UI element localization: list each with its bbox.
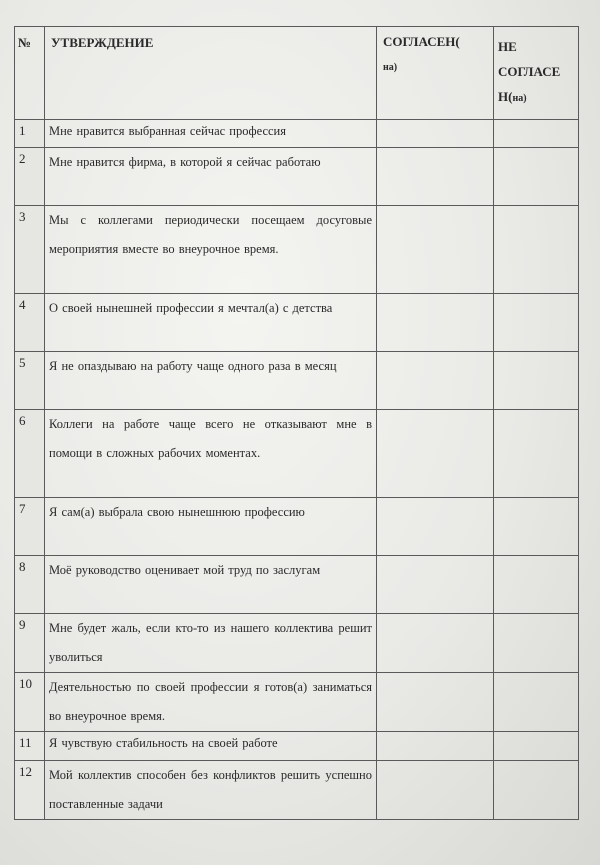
header-row (15, 27, 579, 120)
disagree-cell[interactable] (494, 614, 579, 673)
row-statement: Мне будет жаль, если кто-то из нашего коллектива решит уволиться (45, 614, 377, 673)
row-number: 2 (15, 148, 45, 206)
agree-cell[interactable] (377, 148, 494, 206)
agree-cell[interactable] (377, 498, 494, 556)
agree-cell[interactable] (377, 761, 494, 820)
row-number: 7 (15, 498, 45, 556)
agree-cell[interactable] (377, 352, 494, 410)
disagree-cell[interactable] (494, 352, 579, 410)
table-row (15, 206, 579, 294)
row-statement: Я не опаздываю на работу чаще одного раза в месяц (45, 352, 377, 410)
header-disagree-line2: СОГЛАСЕ (498, 64, 561, 79)
disagree-cell[interactable] (494, 556, 579, 614)
row-number: 1 (15, 120, 45, 148)
row-statement: Мне нравится выбранная сейчас профессия (45, 120, 377, 148)
disagree-cell[interactable] (494, 732, 579, 761)
disagree-cell[interactable] (494, 206, 579, 294)
agree-cell[interactable] (377, 556, 494, 614)
table-row (15, 410, 579, 498)
table-row (15, 732, 579, 761)
row-statement: Деятельностью по своей профессии я готов(а) заниматься во внеурочное время. (45, 673, 377, 732)
header-disagree-suffix: на) (512, 93, 527, 104)
agree-cell[interactable] (377, 673, 494, 732)
disagree-cell[interactable] (494, 120, 579, 148)
table-row (15, 498, 579, 556)
row-statement: О своей нынешней профессии я мечтал(а) с детства (45, 294, 377, 352)
disagree-cell[interactable] (494, 410, 579, 498)
row-number: 5 (15, 352, 45, 410)
agree-cell[interactable] (377, 732, 494, 761)
row-statement: Коллеги на работе чаще всего не отказывают мне в помощи в сложных рабочих моментах. (45, 410, 377, 498)
row-number: 9 (15, 614, 45, 673)
header-agree-main: СОГЛАСЕН( (383, 34, 460, 49)
disagree-cell[interactable] (494, 761, 579, 820)
header-disagree-line3 (498, 84, 578, 111)
table-row (15, 556, 579, 614)
table-row (15, 352, 579, 410)
row-number: 4 (15, 294, 45, 352)
disagree-cell[interactable] (494, 148, 579, 206)
disagree-cell[interactable] (494, 294, 579, 352)
header-disagree (494, 27, 579, 120)
row-statement: Мы с коллегами периодически посещаем досуговые мероприятия вместе во внеурочное время. (45, 206, 377, 294)
table-row (15, 761, 579, 820)
row-number: 11 (15, 732, 45, 761)
header-disagree-line1: НЕ (498, 39, 517, 54)
row-statement: Мне нравится фирма, в которой я сейчас работаю (45, 148, 377, 206)
disagree-cell[interactable] (494, 673, 579, 732)
row-statement: Я чувствую стабильность на своей работе (45, 732, 377, 761)
table-row (15, 673, 579, 732)
header-agree (377, 27, 494, 120)
row-number: 3 (15, 206, 45, 294)
disagree-cell[interactable] (494, 498, 579, 556)
table-row (15, 120, 579, 148)
agree-cell[interactable] (377, 410, 494, 498)
table-row (15, 294, 579, 352)
row-number: 10 (15, 673, 45, 732)
agree-cell[interactable] (377, 206, 494, 294)
header-disagree-line3-text: Н( (498, 89, 513, 104)
row-number: 6 (15, 410, 45, 498)
row-number: 12 (15, 761, 45, 820)
header-statement: УТВЕРЖДЕНИЕ (45, 27, 377, 120)
table-row (15, 148, 579, 206)
agree-cell[interactable] (377, 120, 494, 148)
header-num: № (15, 27, 45, 120)
table-row (15, 614, 579, 673)
row-statement: Мой коллектив способен без конфликтов решить успешно поставленные задачи (45, 761, 377, 820)
row-statement: Я сам(а) выбрала свою нынешнюю профессию (45, 498, 377, 556)
header-agree-suffix: на) (383, 62, 398, 73)
row-number: 8 (15, 556, 45, 614)
survey-table (14, 26, 579, 820)
row-statement: Моё руководство оценивает мой труд по заслугам (45, 556, 377, 614)
agree-cell[interactable] (377, 294, 494, 352)
agree-cell[interactable] (377, 614, 494, 673)
